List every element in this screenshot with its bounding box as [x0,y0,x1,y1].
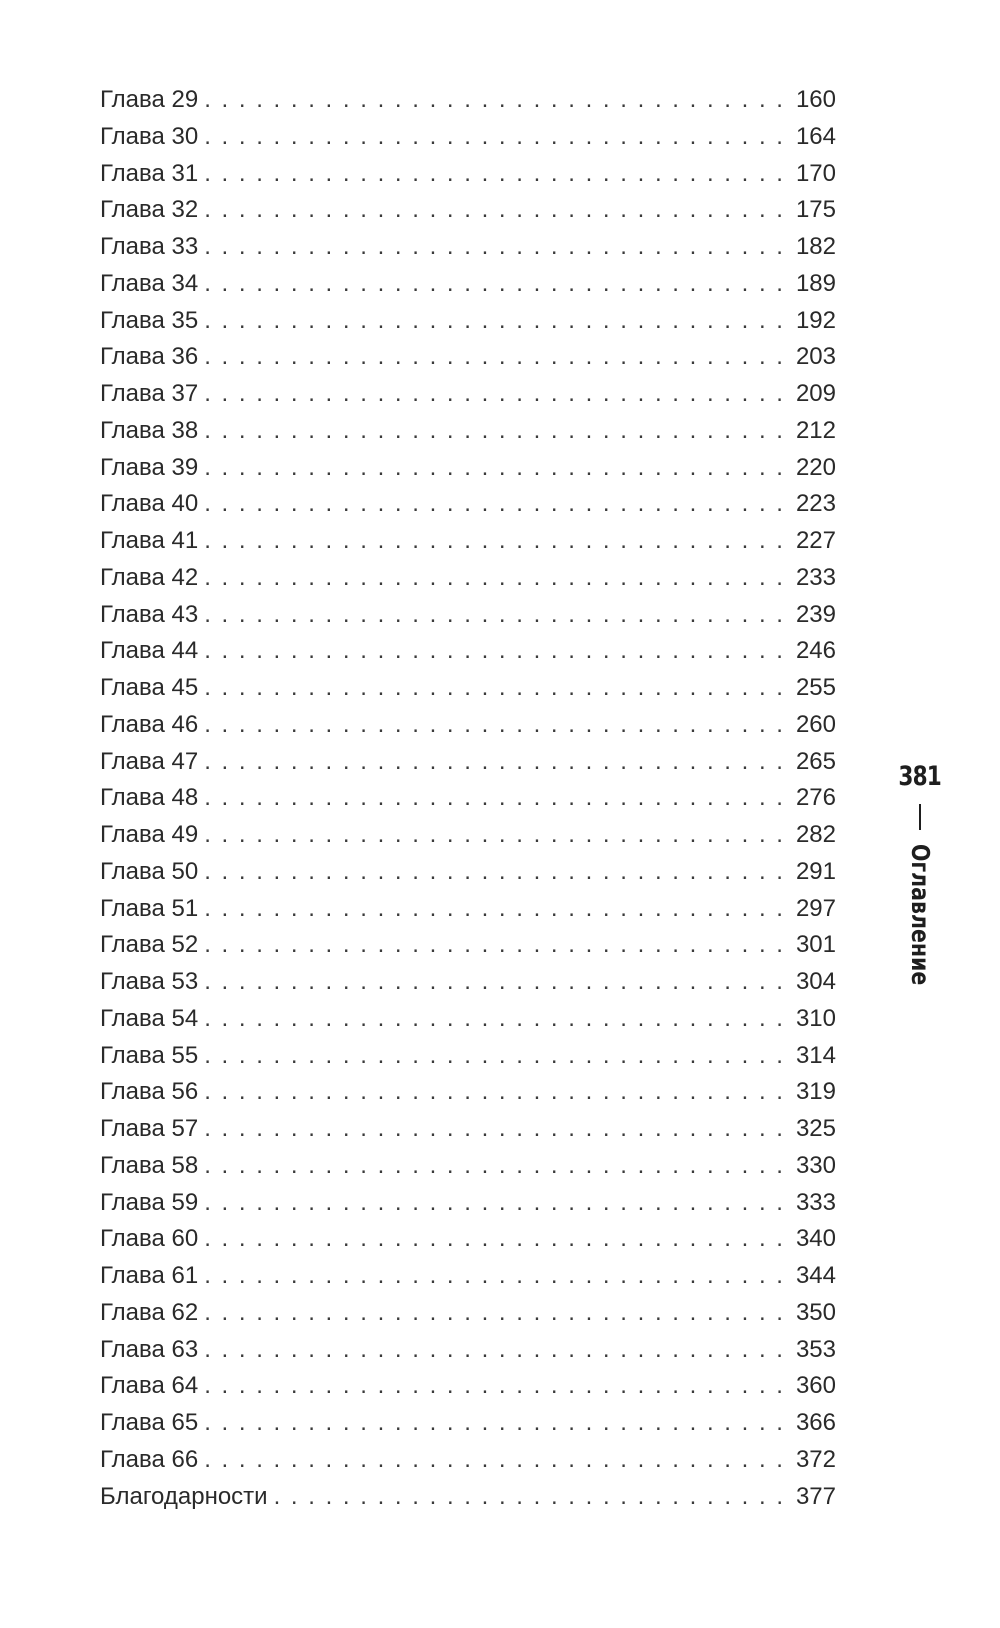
toc-entry-page: 291 [795,857,836,885]
toc-entry [100,119,836,156]
toc-entry-page: 227 [795,527,836,554]
toc-entry-title: Глава 45 [100,674,199,701]
toc-dot-leader [204,450,782,487]
toc-entry-page: 223 [795,490,836,518]
toc-dot-leader [204,744,782,781]
toc-dot-leader [204,1368,782,1405]
toc-entry-title: Глава 58 [100,1151,199,1179]
toc-entry-title: Глава 66 [100,1445,199,1473]
toc-entry [100,1111,836,1148]
toc-dot-leader [204,1001,782,1038]
toc-entry-page: 344 [795,1262,836,1289]
toc-entry-page: 192 [795,306,836,334]
toc-entry-page: 353 [795,1335,836,1363]
toc-entry-page: 314 [795,1041,836,1069]
toc-entry-page: 304 [795,968,836,995]
toc-entry-title: Глава 31 [100,159,199,187]
toc-dot-leader [204,376,782,413]
toc-dot-leader [274,1479,782,1516]
toc-entry [100,413,836,450]
toc-entry-page: 325 [795,1115,836,1142]
toc-dot-leader [204,266,782,303]
toc-entry-title: Глава 46 [100,710,199,738]
toc-dot-leader [204,339,782,376]
toc-dot-leader [204,707,782,744]
toc-entry-title: Глава 57 [100,1115,199,1142]
toc-entry-page: 160 [795,86,836,113]
toc-entry-page: 377 [795,1482,836,1510]
toc-entry-title: Глава 50 [100,857,199,885]
toc-entry-title: Глава 43 [100,600,199,628]
toc-entry [100,1001,836,1038]
toc-dot-leader [204,891,782,928]
toc-entry [100,1038,836,1075]
toc-dot-leader [204,1185,782,1222]
toc-dot-leader [204,560,782,597]
toc-entry [100,1185,836,1222]
toc-entry-title: Глава 40 [100,490,199,518]
toc-dot-leader [204,1221,782,1258]
toc-entry-page: 350 [795,1298,836,1326]
toc-dot-leader [204,1405,782,1442]
toc-dot-leader [204,854,782,891]
toc-entry-title: Глава 37 [100,380,199,407]
toc-entry-title: Глава 65 [100,1409,199,1436]
toc-entry [100,633,836,670]
toc-entry [100,1405,836,1442]
toc-entry [100,1442,836,1479]
table-of-contents [100,82,836,1515]
toc-entry-page: 265 [795,747,836,775]
toc-entry-title: Глава 35 [100,306,199,334]
toc-dot-leader [204,670,782,707]
toc-entry-page: 319 [795,1078,836,1106]
toc-dot-leader [204,156,782,193]
toc-entry [100,854,836,891]
toc-dot-leader [204,1148,782,1185]
toc-entry [100,1295,836,1332]
toc-entry [100,597,836,634]
toc-entry-title: Глава 59 [100,1188,199,1216]
toc-entry-title: Глава 42 [100,563,199,591]
toc-entry [100,486,836,523]
toc-dot-leader [204,927,782,964]
toc-entry [100,266,836,303]
toc-dot-leader [204,964,782,1001]
toc-entry [100,1221,836,1258]
toc-entry-title: Глава 38 [100,416,199,444]
toc-entry [100,670,836,707]
toc-entry-page: 372 [795,1445,836,1473]
running-head-divider [919,804,921,830]
toc-entry-title: Глава 44 [100,637,199,665]
section-name: Оглавление [906,844,935,986]
toc-entry [100,560,836,597]
toc-entry-title: Глава 30 [100,122,199,150]
toc-entry [100,156,836,193]
toc-dot-leader [204,119,782,156]
toc-entry [100,1258,836,1295]
toc-entry-page: 301 [795,931,836,959]
toc-entry-title: Глава 62 [100,1298,199,1326]
toc-dot-leader [204,633,782,670]
toc-entry-title: Благодарности [100,1482,268,1510]
toc-dot-leader [204,413,782,450]
toc-entry-page: 239 [795,600,836,628]
toc-entry-page: 164 [795,122,836,150]
toc-entry-page: 175 [795,196,836,224]
toc-entry [100,1368,836,1405]
toc-entry-title: Глава 52 [100,931,199,959]
toc-entry-page: 366 [795,1409,836,1436]
toc-entry [100,523,836,560]
toc-entry-title: Глава 41 [100,527,199,554]
toc-entry [100,82,836,119]
toc-entry [100,927,836,964]
toc-dot-leader [204,1038,782,1075]
toc-dot-leader [204,1295,782,1332]
toc-entry-title: Глава 60 [100,1225,199,1253]
toc-dot-leader [204,486,782,523]
toc-entry [100,303,836,340]
toc-entry-page: 220 [795,453,836,481]
toc-entry-page: 203 [795,343,836,371]
toc-dot-leader [204,303,782,340]
toc-dot-leader [204,523,782,560]
toc-entry-title: Глава 32 [100,196,199,224]
toc-entry-title: Глава 63 [100,1335,199,1363]
toc-entry [100,229,836,266]
running-head [890,760,950,1016]
toc-dot-leader [204,780,782,817]
toc-entry [100,1332,836,1369]
toc-entry-title: Глава 47 [100,747,199,775]
toc-entry-page: 170 [795,159,836,187]
toc-dot-leader [204,82,782,119]
toc-entry-title: Глава 53 [100,968,199,995]
toc-dot-leader [204,1111,782,1148]
toc-entry [100,339,836,376]
toc-entry [100,192,836,229]
toc-dot-leader [204,192,782,229]
toc-entry-page: 189 [795,269,836,297]
toc-entry-title: Глава 33 [100,233,199,260]
toc-dot-leader [204,597,782,634]
toc-entry-page: 209 [795,380,836,407]
toc-entry-page: 276 [795,784,836,812]
toc-dot-leader [204,1074,782,1111]
toc-entry-title: Глава 61 [100,1262,199,1289]
toc-entry-title: Глава 36 [100,343,199,371]
toc-entry-page: 340 [795,1225,836,1253]
toc-entry-title: Глава 54 [100,1004,199,1032]
toc-entry-page: 310 [795,1004,836,1032]
toc-entry-page: 333 [795,1188,836,1216]
page-number: 381 [898,761,942,792]
toc-entry-title: Глава 29 [100,86,199,113]
toc-entry-title: Глава 39 [100,453,199,481]
toc-entry-page: 212 [795,416,836,444]
toc-entry-title: Глава 49 [100,821,199,848]
toc-entry [100,450,836,487]
toc-entry-title: Глава 48 [100,784,199,812]
toc-entry-page: 246 [795,637,836,665]
toc-entry [100,1479,836,1516]
toc-entry [100,817,836,854]
toc-dot-leader [204,817,782,854]
toc-entry [100,964,836,1001]
toc-entry-page: 255 [795,674,836,701]
toc-entry-title: Глава 56 [100,1078,199,1106]
toc-entry-title: Глава 51 [100,894,199,922]
toc-entry-page: 360 [795,1372,836,1400]
toc-entry-title: Глава 34 [100,269,199,297]
toc-dot-leader [204,1258,782,1295]
toc-dot-leader [204,229,782,266]
toc-entry-page: 182 [795,233,836,260]
toc-entry [100,780,836,817]
toc-entry [100,707,836,744]
toc-entry-page: 233 [795,563,836,591]
toc-entry [100,744,836,781]
toc-entry-title: Глава 55 [100,1041,199,1069]
toc-entry [100,1074,836,1111]
toc-entry [100,1148,836,1185]
toc-dot-leader [204,1442,782,1479]
toc-entry-page: 330 [795,1151,836,1179]
toc-entry-page: 282 [795,821,836,848]
toc-entry [100,891,836,928]
toc-entry-title: Глава 64 [100,1372,199,1400]
toc-dot-leader [204,1332,782,1369]
toc-entry-page: 297 [795,894,836,922]
toc-entry [100,376,836,413]
toc-entry-page: 260 [795,710,836,738]
